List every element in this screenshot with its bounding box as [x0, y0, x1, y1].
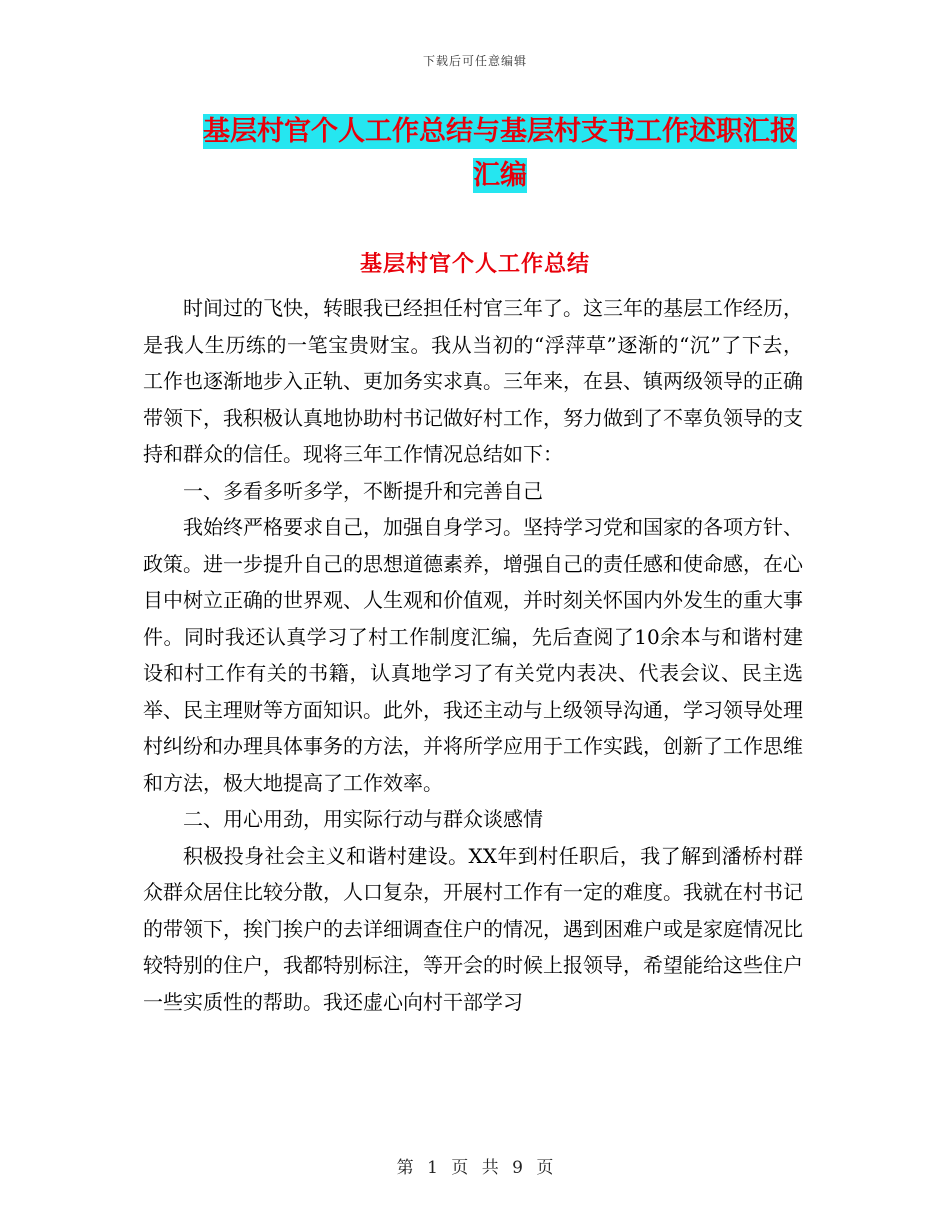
document-title	[190, 110, 810, 198]
heading-two: 二、用心用劲，用实际行动与群众谈感情	[183, 807, 543, 831]
paragraph-study: 我始终严格要求自己，加强自身学习。坚持学习党和国家的各项方针、政策。进一步提升自己的思想道德素养，增强自己的责任感和使命感，在心目中树立正确的世界观、人生观和价值观，并时刻关怀国内外发生的重大事件。同时我还认真学习了村工作制度汇编，先后查阅了10余本与和谐村建设和村工作有关的书籍，认真地学习了有关党内表决、代表会议、民主选举、民主理财等方面知识。此外，我还主动与上级领导沟通，学习领导处理村纠纷和办理具体事务的方法，并将所学应用于工作实践，创新了工作思维和方法，极大地提高了工作效率。	[143, 515, 803, 795]
heading-one: 一、多看多听多学，不断提升和完善自己	[183, 478, 543, 503]
download-note: 下载后可任意编辑	[422, 54, 527, 68]
paragraph-intro: 时间过的飞快，转眼我已经担任村官三年了。这三年的基层工作经历，是我人生历练的一笔宝贵财宝。我从当初的“浮萍草”逐渐的“沉”了下去，工作也逐渐地步入正轨、更加务实求真。三年来，在县、镇两级领导的正确带领下，我积极认真地协助村书记做好村工作，努力做到了不辜负领导的支持和群众的信任。现将三年工作情况总结如下：	[143, 296, 803, 466]
paragraph-community: 积极投身社会主义和谐村建设。XX年到村任职后，我了解到潘桥村群众群众居住比较分散，人口复杂，开展村工作有一定的难度。我就在村书记的带领下，挨门挨户的去详细调查住户的情况，遇到困难户或是家庭情况比较特别的住户，我都特别标注，等开会的时候上报领导，希望能给这些住户一些实质性的帮助。我还虚心向村干部学习	[143, 843, 803, 1014]
page-number: 第 1 页 共 9 页	[396, 1158, 554, 1178]
document-body	[143, 290, 803, 1020]
section-title: 基层村官个人工作总结	[359, 251, 590, 277]
document-title-text: 基层村官个人工作总结与基层村支书工作述职汇报汇编	[203, 116, 797, 191]
